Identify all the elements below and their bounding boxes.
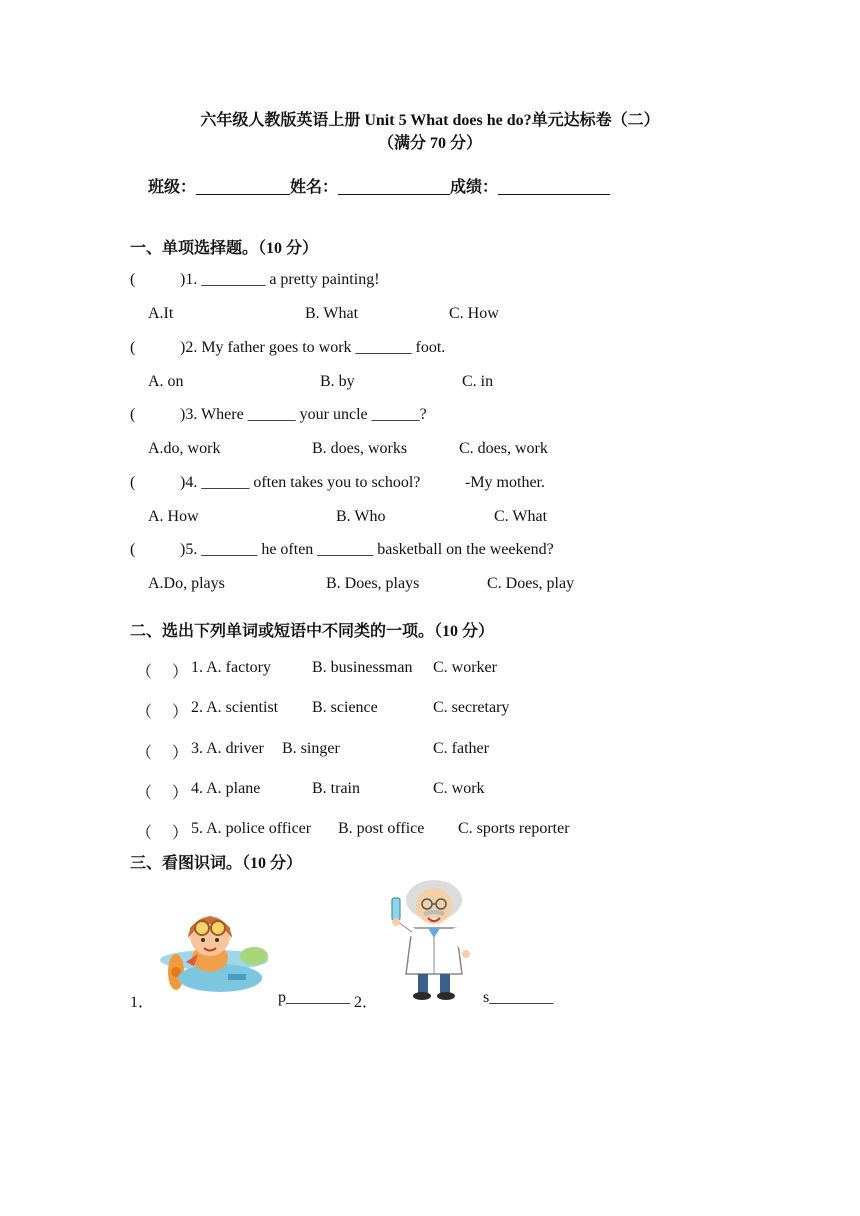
question-paren: ( bbox=[130, 339, 136, 356]
item-close-paren: ） bbox=[172, 745, 189, 762]
item-option-c[interactable]: C. father bbox=[433, 740, 489, 757]
class-field[interactable] bbox=[196, 178, 290, 195]
item-option-b[interactable]: B. train bbox=[312, 780, 360, 797]
option-a[interactable]: A. How bbox=[148, 508, 199, 525]
item-option-b[interactable]: B. businessman bbox=[312, 659, 413, 676]
option-c[interactable]: C. How bbox=[449, 305, 499, 322]
q1-answer-blank[interactable]: p________ bbox=[278, 989, 350, 1006]
option-a[interactable]: A. on bbox=[148, 373, 184, 390]
class-label: 班级： bbox=[148, 179, 197, 196]
question-paren: ( bbox=[130, 271, 136, 288]
option-a[interactable]: A.Do, plays bbox=[148, 575, 225, 592]
score-field[interactable] bbox=[498, 178, 610, 195]
question-paren: ( bbox=[130, 541, 136, 558]
section1-heading: 一、单项选择题。（10 分） bbox=[130, 240, 319, 257]
item-close-paren: ） bbox=[172, 704, 189, 721]
item-open-paren: （ bbox=[136, 704, 153, 721]
name-field[interactable] bbox=[338, 178, 450, 195]
score-label: 成绩： bbox=[450, 179, 499, 196]
page-subtitle: （满分 70 分） bbox=[377, 135, 482, 152]
section2-heading: 二、选出下列单词或短语中不同类的一项。（10 分） bbox=[130, 623, 495, 640]
item-option-a[interactable]: 1. A. factory bbox=[191, 659, 271, 676]
q2-answer-blank[interactable]: s________ bbox=[483, 989, 554, 1006]
option-a[interactable]: A.It bbox=[148, 305, 174, 322]
question-stem: )2. My father goes to work _______ foot. bbox=[180, 339, 446, 356]
question-stem: )3. Where ______ your uncle ______? bbox=[180, 406, 427, 423]
option-b[interactable]: B. Who bbox=[336, 508, 386, 525]
option-a[interactable]: A.do, work bbox=[148, 440, 221, 457]
page-title: 六年级人教版英语上册 Unit 5 What does he do?单元达标卷（二） bbox=[200, 112, 660, 129]
q1-number: 1． bbox=[130, 994, 155, 1011]
item-option-c[interactable]: C. work bbox=[433, 780, 485, 797]
question-answer-hint: -My mother. bbox=[465, 474, 545, 491]
option-c[interactable]: C. in bbox=[462, 373, 494, 390]
option-b[interactable]: B. does, works bbox=[312, 440, 408, 457]
question-paren: ( bbox=[130, 406, 136, 423]
option-c[interactable]: C. does, work bbox=[459, 440, 548, 457]
item-open-paren: （ bbox=[136, 785, 153, 802]
item-option-b[interactable]: B. post office bbox=[338, 820, 425, 837]
item-option-a[interactable]: 5. A. police officer bbox=[191, 820, 312, 837]
item-close-paren: ） bbox=[172, 785, 189, 802]
item-option-b[interactable]: B. science bbox=[312, 699, 378, 716]
item-option-a[interactable]: 2. A. scientist bbox=[191, 699, 279, 716]
section3-heading: 三、看图识词。（10 分） bbox=[130, 855, 303, 872]
item-option-a[interactable]: 3. A. driver bbox=[191, 740, 264, 757]
name-label: 姓名： bbox=[290, 179, 339, 196]
item-option-c[interactable]: C. sports reporter bbox=[458, 820, 570, 837]
question-stem: )1. ________ a pretty painting! bbox=[180, 271, 380, 288]
question-paren: ( bbox=[130, 474, 136, 491]
pilot-illustration bbox=[158, 908, 270, 1000]
option-b[interactable]: B. What bbox=[305, 305, 359, 322]
scientist-illustration bbox=[386, 878, 478, 1000]
item-option-c[interactable]: C. secretary bbox=[433, 699, 510, 716]
item-option-a[interactable]: 4. A. plane bbox=[191, 780, 261, 797]
item-option-c[interactable]: C. worker bbox=[433, 659, 497, 676]
question-stem: )5. _______ he often _______ basketball on the weekend? bbox=[180, 541, 554, 558]
item-close-paren: ） bbox=[172, 664, 189, 681]
item-open-paren: （ bbox=[136, 664, 153, 681]
info-line bbox=[148, 174, 610, 197]
item-open-paren: （ bbox=[136, 825, 153, 842]
question-stem: )4. ______ often takes you to school? bbox=[180, 474, 421, 491]
option-c[interactable]: C. Does, play bbox=[487, 575, 575, 592]
q2-number: 2． bbox=[354, 994, 379, 1011]
option-c[interactable]: C. What bbox=[494, 508, 548, 525]
item-open-paren: （ bbox=[136, 745, 153, 762]
item-option-b[interactable]: B. singer bbox=[282, 740, 340, 757]
option-b[interactable]: B. Does, plays bbox=[326, 575, 420, 592]
option-b[interactable]: B. by bbox=[320, 373, 355, 390]
item-close-paren: ） bbox=[172, 825, 189, 842]
